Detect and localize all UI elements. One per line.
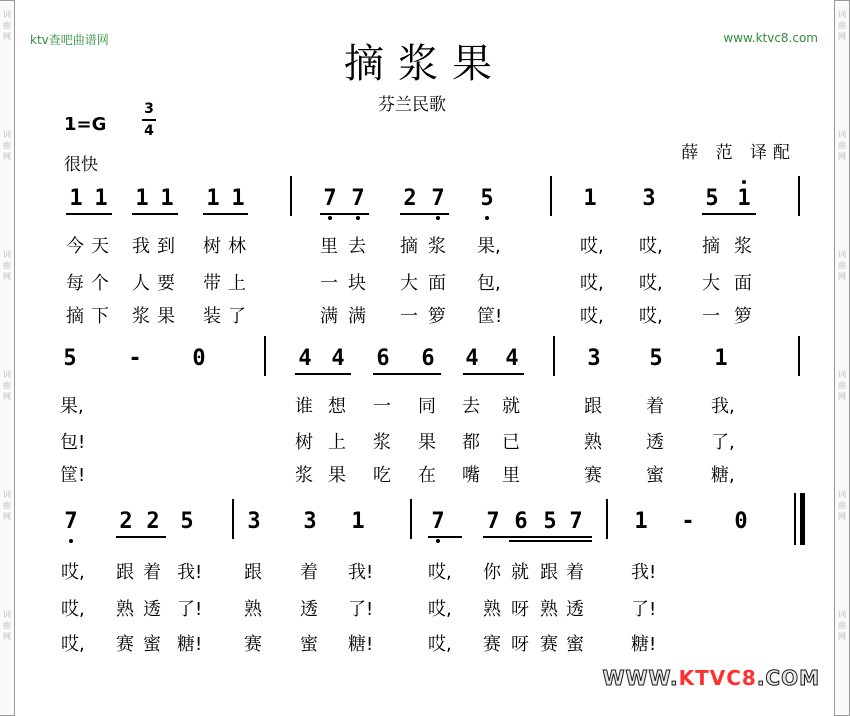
note: - — [681, 509, 695, 534]
song-subtitle: 芬兰民歌 — [378, 95, 446, 115]
side-watermark-text: 词 曲 网 — [3, 250, 11, 281]
lyric-syllable: 哎, — [61, 634, 85, 655]
lyric-syllable: 我! — [348, 562, 374, 583]
lyric-syllable: 糖! — [177, 634, 203, 655]
eighth-beam — [509, 540, 592, 542]
footer-url-right: .COM — [756, 666, 820, 690]
lyric-syllable: 果 — [328, 465, 346, 486]
lyric-syllable: 上 — [228, 273, 246, 294]
lyric-syllable: 要 — [157, 273, 175, 294]
note: 2 — [146, 509, 160, 534]
lyric-syllable: 果, — [60, 396, 84, 417]
lyric-syllable: 满 — [320, 306, 338, 327]
lyric-syllable: 我! — [177, 562, 203, 583]
barline — [794, 493, 796, 545]
note: 7 — [486, 509, 500, 534]
lyric-syllable: 熟 — [584, 432, 602, 453]
lyric-syllable: 面 — [734, 273, 752, 294]
time-signature-top: 3 — [144, 101, 154, 117]
lyric-syllable: 已 — [502, 432, 520, 453]
footer-url-left: WWW. — [602, 666, 679, 690]
lyric-syllable: 呀 — [511, 634, 529, 655]
note: 3 — [642, 186, 656, 211]
lyric-syllable: 蜜 — [143, 634, 161, 655]
lyric-syllable: 一 — [702, 306, 720, 327]
eighth-beam — [428, 536, 462, 538]
lyric-syllable: 满 — [348, 306, 366, 327]
lyric-syllable: 了! — [177, 599, 203, 620]
lyric-syllable: 筐! — [60, 465, 86, 486]
lyric-syllable: 浆 — [132, 306, 150, 327]
translator-credit: 薛 范 译配 — [681, 143, 796, 163]
lyric-syllable: 树 — [295, 432, 313, 453]
site-url-right[interactable]: www.ktvc8.com — [723, 31, 818, 45]
note: - — [128, 346, 142, 371]
note: 7 — [431, 186, 445, 211]
barline — [410, 499, 412, 539]
right-watermark-strip — [834, 0, 850, 716]
lyric-syllable: 装 — [203, 306, 221, 327]
eighth-beam — [295, 373, 351, 375]
note: 1 — [583, 186, 597, 211]
lyric-syllable: 跟 — [244, 562, 262, 583]
lyric-syllable: 果 — [418, 432, 436, 453]
lyric-syllable: 赛 — [116, 634, 134, 655]
lyric-syllable: 上 — [328, 432, 346, 453]
note: 3 — [303, 509, 317, 534]
side-watermark-text: 词 曲 网 — [838, 130, 846, 161]
note: 1 — [714, 346, 728, 371]
eighth-beam — [132, 213, 178, 215]
lyric-syllable: 箩 — [734, 306, 752, 327]
note: 4 — [505, 346, 519, 371]
lyric-syllable: 人 — [132, 273, 150, 294]
eighth-beam — [483, 536, 592, 538]
note: 2 — [403, 186, 417, 211]
lyric-syllable: 哎, — [428, 599, 452, 620]
lyric-syllable: 呀 — [511, 599, 529, 620]
note: 4 — [298, 346, 312, 371]
lyric-syllable: 蜜 — [646, 465, 664, 486]
note: 4 — [331, 346, 345, 371]
octave-dot-below — [436, 539, 440, 543]
lyric-syllable: 透 — [646, 432, 664, 453]
side-watermark-text: 词 曲 网 — [3, 490, 11, 521]
lyric-syllable: 今 — [66, 236, 84, 257]
lyric-syllable: 个 — [91, 273, 109, 294]
note: 7 — [569, 509, 583, 534]
lyric-syllable: 跟 — [584, 396, 602, 417]
lyric-syllable: 哎, — [639, 306, 663, 327]
lyric-syllable: 了, — [711, 432, 735, 453]
lyric-syllable: 果, — [477, 236, 501, 257]
final-barline — [800, 493, 805, 545]
note: 1 — [69, 186, 83, 211]
side-watermark-text: 词 曲 网 — [838, 250, 846, 281]
lyric-syllable: 跟 — [540, 562, 558, 583]
lyric-syllable: 糖, — [711, 465, 735, 486]
octave-dot-below — [436, 216, 440, 220]
lyric-syllable: 哎, — [580, 306, 604, 327]
lyric-syllable: 一 — [373, 396, 391, 417]
lyric-syllable: 跟 — [116, 562, 134, 583]
lyric-syllable: 树 — [203, 236, 221, 257]
eighth-beam — [203, 213, 248, 215]
note: 0 — [192, 346, 206, 371]
lyric-syllable: 我 — [132, 236, 150, 257]
lyric-syllable: 着 — [300, 562, 318, 583]
side-watermark-text: 词 曲 网 — [3, 130, 11, 161]
lyric-syllable: 透 — [143, 599, 161, 620]
side-watermark-text: 词 曲 网 — [3, 370, 11, 401]
note: 5 — [480, 186, 494, 211]
note: 6 — [421, 346, 435, 371]
note: 5 — [63, 346, 77, 371]
lyric-syllable: 去 — [462, 396, 480, 417]
side-watermark-text: 词 曲 网 — [3, 10, 11, 41]
lyric-syllable: 熟 — [116, 599, 134, 620]
site-name-left[interactable]: ktv查吧曲谱网 — [30, 33, 109, 47]
lyric-syllable: 浆 — [295, 465, 313, 486]
note: 1 — [135, 186, 149, 211]
lyric-syllable: 面 — [428, 273, 446, 294]
lyric-syllable: 哎, — [61, 562, 85, 583]
lyric-syllable: 箩 — [428, 306, 446, 327]
lyric-syllable: 赛 — [540, 634, 558, 655]
note: 5 — [180, 509, 194, 534]
side-watermark-text: 词 曲 网 — [3, 610, 11, 641]
lyric-syllable: 下 — [91, 306, 109, 327]
lyric-syllable: 一 — [320, 273, 338, 294]
octave-dot-below — [485, 216, 489, 220]
side-watermark-text: 词 曲 网 — [838, 370, 846, 401]
barline — [798, 176, 800, 216]
note: 1 — [206, 186, 220, 211]
lyric-syllable: 一 — [400, 306, 418, 327]
lyric-syllable: 着 — [646, 396, 664, 417]
note: 0 — [734, 509, 748, 534]
lyric-syllable: 都 — [462, 432, 480, 453]
lyric-syllable: 浆 — [734, 236, 752, 257]
lyric-syllable: 块 — [348, 273, 366, 294]
eighth-beam — [463, 373, 524, 375]
lyric-syllable: 透 — [566, 599, 584, 620]
note: 7 — [351, 186, 365, 211]
lyric-syllable: 赛 — [483, 634, 501, 655]
lyric-syllable: 蜜 — [300, 634, 318, 655]
eighth-beam — [702, 213, 756, 215]
lyric-syllable: 哎, — [580, 236, 604, 257]
lyric-syllable: 嘴 — [462, 465, 480, 486]
lyric-syllable: 带 — [203, 273, 221, 294]
note: 6 — [376, 346, 390, 371]
lyric-syllable: 我, — [711, 396, 735, 417]
time-signature-bottom: 4 — [144, 123, 154, 139]
octave-dot-below — [69, 539, 73, 543]
note: 2 — [119, 509, 133, 534]
side-watermark-text: 词 曲 网 — [838, 610, 846, 641]
note: 6 — [514, 509, 528, 534]
song-title: 摘浆果 — [344, 41, 506, 87]
lyric-syllable: 熟 — [483, 599, 501, 620]
octave-dot-below — [328, 216, 332, 220]
lyric-syllable: 熟 — [244, 599, 262, 620]
lyric-syllable: 哎, — [428, 634, 452, 655]
lyric-syllable: 就 — [502, 396, 520, 417]
lyric-syllable: 想 — [328, 396, 346, 417]
octave-dot-below — [356, 216, 360, 220]
eighth-beam — [116, 536, 166, 538]
lyric-syllable: 就 — [511, 562, 529, 583]
lyric-syllable: 里 — [320, 236, 338, 257]
note: 7 — [323, 186, 337, 211]
lyric-syllable: 每 — [66, 273, 84, 294]
note: 1 — [351, 509, 365, 534]
lyric-syllable: 我! — [631, 562, 657, 583]
barline — [290, 176, 292, 216]
lyric-syllable: 里 — [502, 465, 520, 486]
lyric-syllable: 哎, — [639, 236, 663, 257]
lyric-syllable: 筐! — [477, 306, 503, 327]
lyric-syllable: 哎, — [639, 273, 663, 294]
lyric-syllable: 在 — [418, 465, 436, 486]
note: 7 — [431, 509, 445, 534]
barline — [264, 336, 266, 376]
lyric-syllable: 大 — [400, 273, 418, 294]
lyric-syllable: 同 — [418, 396, 436, 417]
lyric-syllable: 摘 — [66, 306, 84, 327]
note: 5 — [543, 509, 557, 534]
eighth-beam — [66, 213, 112, 215]
barline — [553, 336, 555, 376]
lyric-syllable: 吃 — [373, 465, 391, 486]
lyric-syllable: 哎, — [61, 599, 85, 620]
footer-url-mid: KTVC8 — [678, 666, 757, 690]
note: 3 — [587, 346, 601, 371]
lyric-syllable: 包, — [477, 273, 501, 294]
octave-dot-above — [742, 180, 746, 184]
lyric-syllable: 大 — [702, 273, 720, 294]
lyric-syllable: 赛 — [244, 634, 262, 655]
key-signature: 1=G — [64, 114, 107, 135]
lyric-syllable: 浆 — [373, 432, 391, 453]
lyric-syllable: 去 — [348, 236, 366, 257]
eighth-beam — [400, 213, 449, 215]
barline — [606, 499, 608, 539]
lyric-syllable: 糖! — [631, 634, 657, 655]
lyric-syllable: 着 — [566, 562, 584, 583]
lyric-syllable: 谁 — [295, 396, 313, 417]
footer-url[interactable] — [602, 666, 820, 690]
side-watermark-text: 词 曲 网 — [838, 10, 846, 41]
lyric-syllable: 果 — [157, 306, 175, 327]
lyric-syllable: 哎, — [580, 273, 604, 294]
note: 1 — [737, 186, 751, 211]
note: 1 — [634, 509, 648, 534]
lyric-syllable: 天 — [91, 236, 109, 257]
lyric-syllable: 着 — [143, 562, 161, 583]
time-signature — [142, 100, 156, 140]
lyric-syllable: 你 — [483, 562, 501, 583]
note: 5 — [649, 346, 663, 371]
note: 1 — [94, 186, 108, 211]
lyric-syllable: 到 — [157, 236, 175, 257]
note: 1 — [231, 186, 245, 211]
left-watermark-strip — [0, 0, 15, 716]
side-watermark-text: 词 曲 网 — [838, 490, 846, 521]
note: 7 — [64, 509, 78, 534]
lyric-syllable: 了! — [348, 599, 374, 620]
lyric-syllable: 赛 — [584, 465, 602, 486]
eighth-beam — [373, 373, 441, 375]
note: 3 — [247, 509, 261, 534]
eighth-beam — [320, 213, 369, 215]
tempo-marking: 很快 — [64, 155, 98, 175]
lyric-syllable: 林 — [228, 236, 246, 257]
lyric-syllable: 哎, — [428, 562, 452, 583]
lyric-syllable: 透 — [300, 599, 318, 620]
note: 4 — [465, 346, 479, 371]
lyric-syllable: 包! — [60, 432, 86, 453]
lyric-syllable: 摘 — [702, 236, 720, 257]
lyric-syllable: 了 — [228, 306, 246, 327]
lyric-syllable: 熟 — [540, 599, 558, 620]
lyric-syllable: 了! — [631, 599, 657, 620]
barline — [798, 336, 800, 376]
barline — [550, 176, 552, 216]
lyric-syllable: 浆 — [428, 236, 446, 257]
barline — [232, 499, 234, 539]
note: 1 — [160, 186, 174, 211]
lyric-syllable: 蜜 — [566, 634, 584, 655]
note: 5 — [705, 186, 719, 211]
lyric-syllable: 糖! — [348, 634, 374, 655]
lyric-syllable: 摘 — [400, 236, 418, 257]
